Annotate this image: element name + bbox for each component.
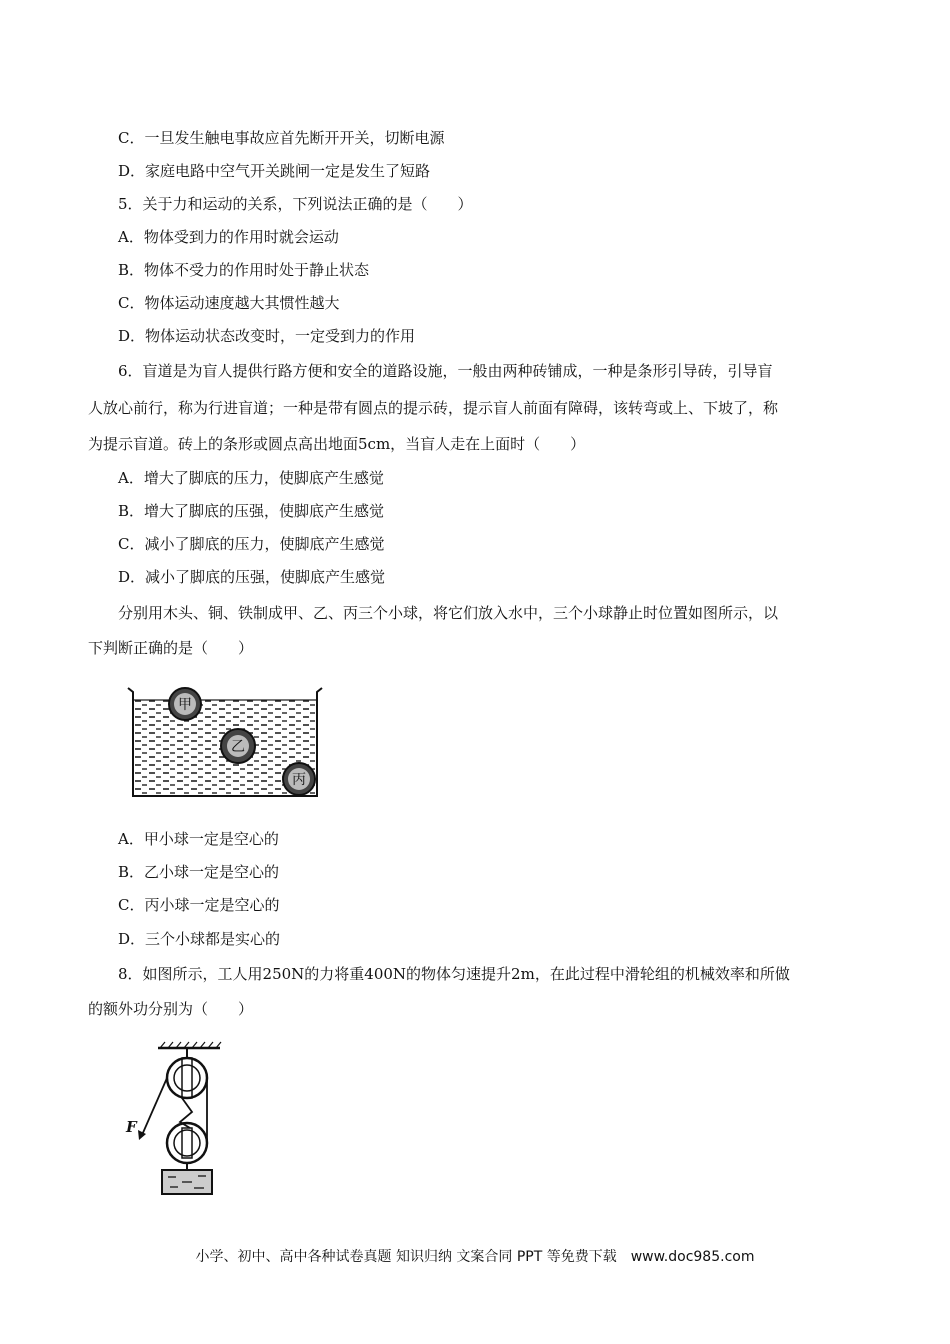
q7-stem-line1: 分别用木头、铜、铁制成甲、乙、丙三个小球，将它们放入水中，三个小球静止时位置如图所示，以	[118, 604, 779, 622]
force-arrow	[138, 1130, 146, 1140]
q6-stem-line3: 为提示盲道。砖上的条形或圆点高出地面5cm，当盲人走在上面时（ ）	[88, 435, 586, 453]
ball-yi	[221, 729, 255, 763]
ball-jia	[169, 688, 201, 720]
balls-in-water-figure	[120, 682, 325, 800]
force-label: F	[126, 1118, 137, 1136]
ball-yi-label: 乙	[231, 739, 245, 755]
fixed-pulley	[167, 1058, 207, 1098]
q6-option-b: B．增大了脚底的压强，使脚底产生感觉	[118, 502, 385, 520]
q6-option-c: C．减小了脚底的压力，使脚底产生感觉	[118, 535, 385, 553]
q6-option-d: D．减小了脚底的压强，使脚底产生感觉	[118, 568, 386, 586]
q6-stem-line1: 6．盲道是为盲人提供行路方便和安全的道路设施，一般由两种砖铺成，一种是条形引导砖，引导盲	[118, 362, 773, 380]
q6-option-a: A．增大了脚底的压力，使脚底产生感觉	[118, 469, 384, 487]
q7-stem-line2: 下判断正确的是（ ）	[88, 639, 254, 657]
q7-option-a: A．甲小球一定是空心的	[118, 830, 279, 848]
q7-option-d: D．三个小球都是实心的	[118, 930, 281, 948]
q6-stem-line2: 人放心前行，称为行进盲道；一种是带有圆点的提示砖，提示盲人前面有障碍，该转弯或上、下坡了，称	[88, 399, 779, 417]
q5-stem: 5．关于力和运动的关系，下列说法正确的是（ ）	[118, 195, 473, 213]
q4-option-c: C．一旦发生触电事故应首先断开开关，切断电源	[118, 129, 445, 147]
q7-option-b: B．乙小球一定是空心的	[118, 863, 280, 881]
ball-bing-label: 丙	[292, 772, 306, 788]
movable-pulley	[167, 1123, 207, 1170]
q8-stem-line2: 的额外功分别为（ ）	[88, 1000, 254, 1018]
load-block	[162, 1170, 212, 1194]
pull-rope	[142, 1078, 167, 1135]
q5-option-d: D．物体运动状态改变时，一定受到力的作用	[118, 327, 416, 345]
q5-option-c: C．物体运动速度越大其惯性越大	[118, 294, 340, 312]
q4-option-d: D．家庭电路中空气开关跳闸一定是发生了短路	[118, 162, 431, 180]
ball-jia-label: 甲	[178, 697, 192, 713]
ceiling-support	[158, 1042, 221, 1058]
q8-stem-line1: 8．如图所示，工人用250N的力将重400N的物体匀速提升2m，在此过程中滑轮组的机械效率和所做	[118, 965, 790, 983]
q5-option-b: B．物体不受力的作用时处于静止状态	[118, 261, 370, 279]
q7-option-c: C．丙小球一定是空心的	[118, 896, 280, 914]
footer-text: 小学、初中、高中各种试卷真题 知识归纳 文案合同 PPT 等免费下载 www.doc985.com	[195, 1249, 755, 1265]
pulley-system-figure	[120, 1040, 230, 1200]
q5-option-a: A．物体受到力的作用时就会运动	[118, 228, 339, 246]
ball-bing	[283, 763, 315, 795]
